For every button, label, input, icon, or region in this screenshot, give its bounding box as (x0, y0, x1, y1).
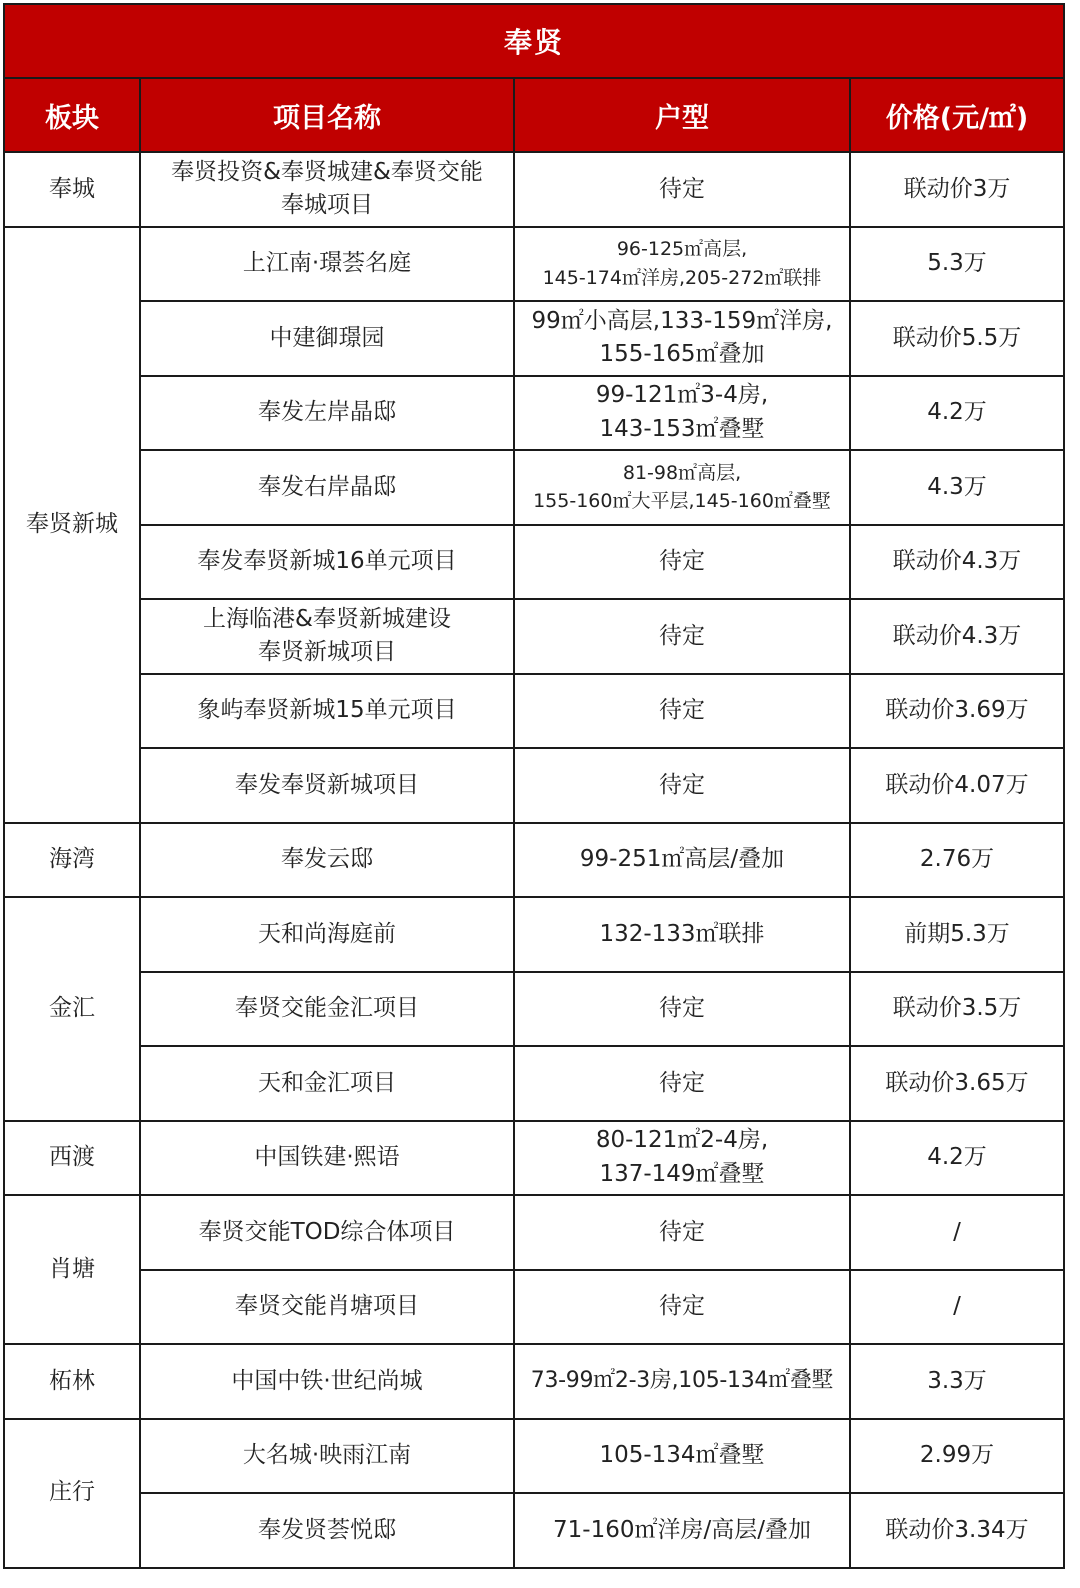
units-cell-text: 73-99㎡2-3房,105-134㎡叠墅 (530, 1368, 834, 1394)
units-cell (514, 823, 850, 898)
project-cell-text: 中国铁建·熙语 (254, 1144, 400, 1171)
price-cell-text: 4.2万 (927, 1144, 987, 1171)
price-cell-text: 4.2万 (927, 399, 987, 426)
district-cell: 金汇 (4, 897, 140, 1121)
project-cell (140, 599, 514, 674)
price-cell-text: 联动价4.3万 (892, 548, 1022, 575)
units-cell (514, 972, 850, 1047)
district-cell: 庄行 (4, 1419, 140, 1568)
units-cell (514, 674, 850, 749)
project-cell (140, 1121, 514, 1196)
units-cell (514, 376, 850, 451)
units-cell-text: 105-134㎡叠墅 (599, 1442, 765, 1469)
price-cell (850, 1493, 1064, 1568)
project-cell (140, 376, 514, 451)
header-price: 价格(元/㎡) (850, 78, 1064, 152)
units-cell (514, 1195, 850, 1270)
price-cell (850, 748, 1064, 823)
price-cell-text: / (953, 1293, 961, 1320)
units-cell (514, 897, 850, 972)
header-district: 板块 (4, 78, 140, 152)
units-cell-text: 99-251㎡高层/叠加 (579, 846, 785, 873)
project-cell (140, 301, 514, 376)
project-cell (140, 450, 514, 525)
price-table (3, 3, 1065, 1569)
units-cell (514, 1344, 850, 1419)
project-cell-text: 上海临港&奉贤新城建设 奉贤新城项目 (203, 605, 451, 666)
price-cell (850, 227, 1064, 302)
project-cell (140, 525, 514, 600)
price-cell-text: 3.3万 (927, 1367, 987, 1394)
table-row (4, 1419, 1064, 1494)
table-row (4, 1493, 1064, 1568)
units-cell (514, 227, 850, 302)
units-cell-text: 待定 (659, 175, 705, 202)
price-cell (850, 1344, 1064, 1419)
price-cell (850, 1419, 1064, 1494)
table-row (4, 376, 1064, 451)
price-cell-text: 联动价5.5万 (892, 324, 1022, 351)
price-table-container (3, 3, 1063, 1569)
price-cell-text: 联动价3万 (903, 175, 1011, 202)
table-row (4, 897, 1064, 972)
units-cell-text: 80-121㎡2-4房, 137-149㎡叠墅 (595, 1127, 769, 1187)
price-cell (850, 599, 1064, 674)
price-cell (850, 450, 1064, 525)
price-cell-text: 2.99万 (919, 1442, 995, 1469)
project-cell-text: 奉贤交能肖塘项目 (235, 1293, 419, 1320)
price-cell (850, 152, 1064, 227)
header-project: 项目名称 (140, 78, 514, 152)
price-cell (850, 1270, 1064, 1345)
project-cell (140, 227, 514, 302)
table-row (4, 450, 1064, 525)
units-cell-text: 99-121㎡3-4房, 143-153㎡叠墅 (595, 382, 769, 442)
table-title: 奉贤 (4, 4, 1064, 78)
price-cell (850, 376, 1064, 451)
price-cell-text: 联动价3.34万 (885, 1516, 1029, 1543)
units-cell-text: 待定 (659, 1069, 705, 1096)
price-cell (850, 674, 1064, 749)
price-cell (850, 1195, 1064, 1270)
project-cell (140, 1270, 514, 1345)
project-cell (140, 1419, 514, 1494)
price-cell (850, 301, 1064, 376)
project-cell (140, 674, 514, 749)
district-cell: 海湾 (4, 823, 140, 898)
table-row (4, 301, 1064, 376)
units-cell-text: 待定 (659, 622, 705, 649)
units-cell-text: 81-98㎡高层, 155-160㎡大平层,145-160㎡叠墅 (533, 461, 831, 513)
table-row (4, 1344, 1064, 1419)
project-cell (140, 1493, 514, 1568)
units-cell (514, 450, 850, 525)
units-cell (514, 748, 850, 823)
table-row (4, 1195, 1064, 1270)
project-cell (140, 152, 514, 227)
project-cell-text: 奉发奉贤新城项目 (235, 771, 419, 798)
project-cell (140, 1195, 514, 1270)
price-cell-text: 前期5.3万 (904, 920, 1010, 947)
project-cell-text: 奉发右岸晶邸 (258, 473, 396, 500)
project-cell-text: 奉贤交能金汇项目 (235, 995, 419, 1022)
units-cell-text: 96-125㎡高层, 145-174㎡洋房,205-272㎡联排 (542, 238, 822, 289)
project-cell (140, 748, 514, 823)
project-cell (140, 897, 514, 972)
table-row (4, 152, 1064, 227)
units-cell (514, 525, 850, 600)
units-cell-text: 71-160㎡洋房/高层/叠加 (553, 1516, 811, 1543)
project-cell (140, 823, 514, 898)
table-row (4, 1121, 1064, 1196)
price-cell-text: / (953, 1218, 961, 1245)
price-cell (850, 1046, 1064, 1121)
project-cell-text: 天和金汇项目 (258, 1069, 396, 1096)
project-cell-text: 中建御璟园 (269, 324, 385, 351)
table-row (4, 823, 1064, 898)
project-cell-text: 奉发奉贤新城16单元项目 (197, 548, 457, 575)
table-row (4, 599, 1064, 674)
project-cell-text: 象屿奉贤新城15单元项目 (197, 697, 457, 724)
units-cell (514, 599, 850, 674)
units-cell (514, 1121, 850, 1196)
project-cell (140, 972, 514, 1047)
table-row (4, 1270, 1064, 1345)
district-cell: 柘林 (4, 1344, 140, 1419)
price-cell-text: 5.3万 (927, 250, 987, 277)
units-cell-text: 132-133㎡联排 (599, 920, 765, 947)
table-row (4, 674, 1064, 749)
project-cell-text: 奉贤投资&奉贤城建&奉贤交能 奉城项目 (171, 158, 483, 219)
project-cell (140, 1344, 514, 1419)
project-cell-text: 奉发左岸晶邸 (258, 399, 396, 426)
units-cell (514, 1270, 850, 1345)
table-body (4, 152, 1064, 1568)
price-cell (850, 972, 1064, 1047)
units-cell-text: 待定 (659, 548, 705, 575)
price-cell (850, 1121, 1064, 1196)
price-cell-text: 联动价3.5万 (892, 995, 1022, 1022)
district-cell: 西渡 (4, 1121, 140, 1196)
units-cell (514, 1419, 850, 1494)
price-cell-text: 2.76万 (919, 846, 995, 873)
header-units: 户型 (514, 78, 850, 152)
price-cell-text: 联动价3.69万 (885, 697, 1029, 724)
units-cell (514, 1493, 850, 1568)
table-row (4, 1046, 1064, 1121)
project-cell-text: 上江南·璟荟名庭 (242, 250, 412, 277)
units-cell-text: 待定 (659, 1293, 705, 1320)
table-row (4, 748, 1064, 823)
table-row (4, 525, 1064, 600)
project-cell-text: 天和尚海庭前 (258, 920, 396, 947)
units-cell-text: 待定 (659, 1218, 705, 1245)
district-cell: 肖塘 (4, 1195, 140, 1344)
units-cell-text: 99㎡小高层,133-159㎡洋房, 155-165㎡叠加 (531, 307, 833, 368)
price-cell-text: 4.3万 (927, 473, 987, 500)
project-cell-text: 奉贤交能TOD综合体项目 (198, 1218, 456, 1245)
project-cell-text: 奉发云邸 (281, 846, 373, 873)
project-cell-text: 奉发贤荟悦邸 (258, 1516, 396, 1543)
units-cell (514, 1046, 850, 1121)
price-cell (850, 897, 1064, 972)
units-cell-text: 待定 (659, 995, 705, 1022)
price-cell-text: 联动价4.07万 (885, 771, 1029, 798)
units-cell-text: 待定 (659, 771, 705, 798)
units-cell (514, 301, 850, 376)
units-cell (514, 152, 850, 227)
project-cell-text: 大名城·映雨江南 (242, 1442, 412, 1469)
project-cell (140, 1046, 514, 1121)
price-cell-text: 联动价3.65万 (885, 1069, 1029, 1096)
price-cell-text: 联动价4.3万 (892, 622, 1022, 649)
price-cell (850, 525, 1064, 600)
table-row (4, 972, 1064, 1047)
project-cell-text: 中国中铁·世纪尚城 (231, 1367, 423, 1394)
price-cell (850, 823, 1064, 898)
district-cell: 奉贤新城 (4, 227, 140, 823)
units-cell-text: 待定 (659, 697, 705, 724)
district-cell: 奉城 (4, 152, 140, 227)
table-row (4, 227, 1064, 302)
